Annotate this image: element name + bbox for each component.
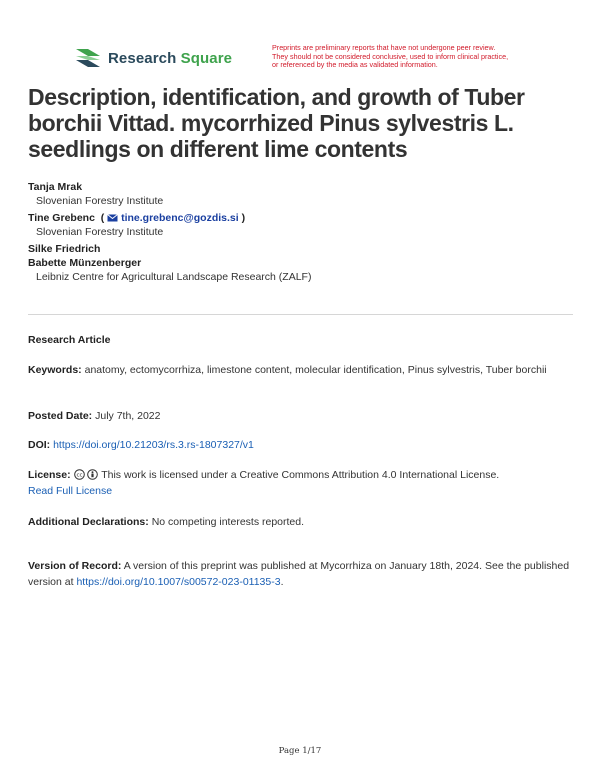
posted-date: [28, 408, 573, 424]
author-name[interactable]: Tanja Mrak: [28, 181, 83, 193]
license: [28, 467, 573, 499]
author-affiliation: Slovenian Forestry Institute: [36, 226, 164, 238]
title-line: borchii Vittad. mycorrhized Pinus sylvestris L.: [28, 110, 514, 136]
posted-date-value: July 7th, 2022: [95, 410, 161, 422]
envelope-icon: [107, 214, 118, 222]
doi: [28, 437, 573, 453]
brand-name: Research Square: [108, 49, 233, 67]
page-number: Page 1/17: [278, 746, 322, 756]
disclaimer-line: They should not be considered conclusive, used to inform clinical practice,: [272, 51, 509, 61]
author-name-with-email: Tine Grebenc ( tine.grebenc@gozdis.si ): [28, 212, 246, 224]
published-version-link[interactable]: https://doi.org/10.1007/s00572-023-01135-3: [76, 576, 281, 588]
article-type: Research Article: [28, 334, 111, 346]
disclaimer-line: or referenced by the media as validated information.: [272, 60, 438, 70]
title-line: seedlings on different lime contents: [28, 136, 408, 162]
version-of-record-label: Version of Record:: [28, 560, 122, 572]
author-list: [28, 180, 568, 287]
additional-declarations: [28, 514, 573, 530]
declarations-value: No competing interests reported.: [151, 516, 305, 528]
declarations-label: Additional Declarations:: [28, 516, 149, 528]
keywords-label: Keywords:: [28, 364, 82, 376]
author-email-link[interactable]: tine.grebenc@gozdis.si: [121, 212, 239, 224]
research-square-mark-icon: [74, 47, 102, 69]
preprint-disclaimer: [272, 44, 532, 70]
keywords-value: anatomy, ectomycorrhiza, limestone content, molecular identification, Pinus sylvestris, Tuber borchii: [84, 364, 547, 376]
doi-link[interactable]: https://doi.org/10.21203/rs.3.rs-1807327/v1: [53, 439, 254, 451]
title-line: Description, identification, and growth of Tuber: [28, 84, 525, 110]
research-square-logo[interactable]: [74, 47, 232, 69]
author-name[interactable]: Silke Friedrich: [28, 243, 101, 255]
author-affiliation: Slovenian Forestry Institute: [36, 195, 164, 207]
author-name[interactable]: Babette Münzenberger: [28, 257, 142, 269]
license-label: License:: [28, 469, 71, 481]
svg-text:cc: cc: [76, 472, 83, 479]
section-divider: [28, 314, 573, 315]
attribution-icon: [87, 469, 98, 480]
keywords: [28, 362, 573, 378]
doi-label: DOI:: [28, 439, 51, 451]
author-affiliation: Leibniz Centre for Agricultural Landscape Research (ZALF): [36, 271, 312, 283]
author-name[interactable]: Tine Grebenc: [28, 212, 95, 224]
posted-date-label: Posted Date:: [28, 410, 93, 422]
creative-commons-icon: [74, 469, 85, 480]
version-of-record-text: A version of this preprint was published at Mycorrhiza on January 18th, 2024. See the published version at: [28, 560, 570, 588]
paper-title: [28, 84, 548, 162]
disclaimer-line: Preprints are preliminary reports that have not undergone peer review.: [272, 43, 496, 52]
read-full-license-link[interactable]: Read Full License: [28, 485, 113, 497]
license-text: This work is licensed under a Creative Commons Attribution 4.0 International License.: [101, 469, 500, 481]
version-of-record: [28, 558, 573, 590]
version-of-record-suffix: .: [280, 576, 284, 588]
